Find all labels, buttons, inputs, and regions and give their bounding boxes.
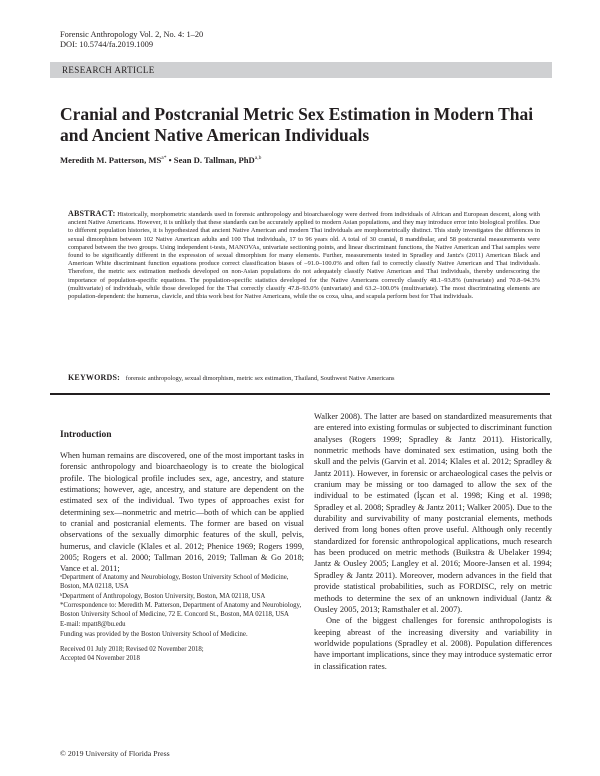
journal-citation: Forensic Anthropology Vol. 2, No. 4: 1–20 xyxy=(60,30,204,39)
author-2: Sean D. Tallman, PhD xyxy=(173,154,255,165)
introduction-left-column: When human remains are discovered, one of the most important tasks in forensic anthropology and bioarchaeology is to create the biological profile. The biological profile includes sex, age, ancestry, and stature estimations; however, age, ancestry, and stature are dependent on the estimated sex of the individual. Two types of approaches exist for determining sex—nonmetric and metric—both of which can be applied to cranial and postcranial elements. The former are based on visual observations of the sexually dimorphic features of the skull, pelvis, humerus, and clavicle (Klales et al. 2012; Phenice 1969; Rogers 1999, 2005; Rogers et al. 2000; Tallman 2016, 2019; Tallman & Go 2018; Vance et al. 2011; xyxy=(60,451,304,574)
author-2-affiliation: a,b xyxy=(254,155,262,161)
author-1: Meredith M. Patterson, MS xyxy=(60,154,162,165)
article-type-label: RESEARCH ARTICLE xyxy=(62,65,155,75)
keywords-label: KEYWORDS: xyxy=(68,373,121,382)
author-separator: • xyxy=(166,154,174,165)
doi-line: DOI: 10.5744/fa.2019.1009 xyxy=(60,40,154,49)
correspondence: *Correspondence to: Meredith M. Patterson, Department of Anatomy and Neurobiology, Boston University School of Medicine, 72 E. Concord St., Boston, MA 02118, USA xyxy=(60,602,302,619)
introduction-heading: Introduction xyxy=(60,430,112,440)
keywords xyxy=(68,373,540,384)
abstract-text: Historically, morphometric standards used in forensic anthropology and bioarchaeology were derived from individuals of African and European descent, along with ancient Native Americans. However, it is unlikely that these standards can be accurately applied to modern Asian populations, and they may introduce error into biological profiles. Due to different population histories, it is hypothesized that ancient Native American and modern Thai individuals are morphometrically distinct. This study investigates the differences in sexual dimorphism between 102 Native American adults and 100 Thai individuals, 17 to 96 years old. A total of 30 cranial, 8 mandibular, and 58 postcranial measurements were compared between the two groups. Using independent t-tests, MANOVAs, univariate sectioning points, and linear discriminant functions, the Native American and Thai samples were found to be significantly different in the expression of sexual dimorphism for many elements. Further, measurements tested in Spradley and Jantz's (2011) American Black and American White discriminant function equations produce correct classification biases of –91.0–100.0% and often fail to correctly classify Native American and Thai individuals. Therefore, the metric sex estimation methods developed on non-Asian populations do not adequately classify Native American and Thai individuals, thereby underscoring the importance of population-specific equations. The population-specific statistics developed for the Native Americans correctly classify 48.1–93.8% (univariate) and 70.8–94.3% (multivariate) of individuals, while those developed for the Thai correctly classify 47.8–93.0% (univariate) and 63.2–100.0% (multivariate). The most discriminating elements are population-dependent: the humerus, clavicle, and tibia work best for Native Americans, while the os coxa, ulna, and scapula perform best for Thai individuals. xyxy=(68,211,540,301)
introduction-paragraph-1-continued: Walker 2008). The latter are based on standardized measurements that are entered into existing formulas or subjected to discriminant function analyses (Rogers 1999; Spradley & Jantz 2011). Historically, nonmetric methods have dominated sex estimation, using both the skull and the pelvis (Garvin et al. 2014; Klales et al. 2012; Spradley & Jantz 2011). However, in forensic or archaeological cases the pelvis or cranium may be missing or too damaged to allow the sex of the individual to be estimated (İşcan et al. 1998; King et al. 1998; Spradley et al. 2008; Spradley & Jantz 2011; Walker 2005). Due to the durability and survivability of many postcranial elements, methods derived from long bones often prove useful. Although only recently standardized for forensic anthropological applications, much research has been produced on metric methods (Buikstra & Ubelaker 1994; Jantz & Ousley 2005; Langley et al. 2016; Moore-Jansen et al. 1994; Spradley & Jantz 2011). Moreover, modern advances in the field that provide statistical probabilities, such as FORDISC, rely on metric methods to determine the sex of an unknown individual (Jantz & Ousley 2005, 2013; Ramsthaler et al. 2007). xyxy=(314,412,552,614)
footnotes xyxy=(60,574,304,665)
funding-note: Funding was provided by the Boston University School of Medicine. xyxy=(60,630,248,638)
correspondence-email: E-mail: mpatt8@bu.edu xyxy=(60,620,126,628)
author-1-affiliation: a* xyxy=(161,155,167,161)
introduction-paragraph-2: One of the biggest challenges for forensic anthropologists is keeping abreast of the increasing diversity and variability in worldwide populations (Spradley et al. 2008). Population differences have important implications, since they may introduce systematic error in classification rates. xyxy=(314,616,552,671)
accepted-date: Accepted 04 November 2018 xyxy=(60,655,140,663)
received-revised-dates: Received 01 July 2018; Revised 02 November 2018; xyxy=(60,645,204,653)
copyright-notice: © 2019 University of Florida Press xyxy=(60,749,170,758)
keywords-text: forensic anthropology, sexual dimorphism, metric sex estimation, Thailand, Southwest Native Americans xyxy=(125,375,395,382)
author-line xyxy=(60,152,261,166)
introduction-right-column xyxy=(314,411,552,672)
abstract xyxy=(68,210,540,301)
affiliation-a: ᵃDepartment of Anatomy and Neurobiology, Boston University School of Medicine, Boston, MA 02118, USA xyxy=(60,574,289,590)
article-title: Cranial and Postcranial Metric Sex Estimation in Modern Thai and Ancient Native American Individuals xyxy=(60,104,534,145)
abstract-label: ABSTRACT: xyxy=(68,209,116,218)
section-divider xyxy=(50,393,550,395)
affiliation-b: ᵇDepartment of Anthropology, Boston University, Boston, MA 02118, USA xyxy=(60,592,266,600)
